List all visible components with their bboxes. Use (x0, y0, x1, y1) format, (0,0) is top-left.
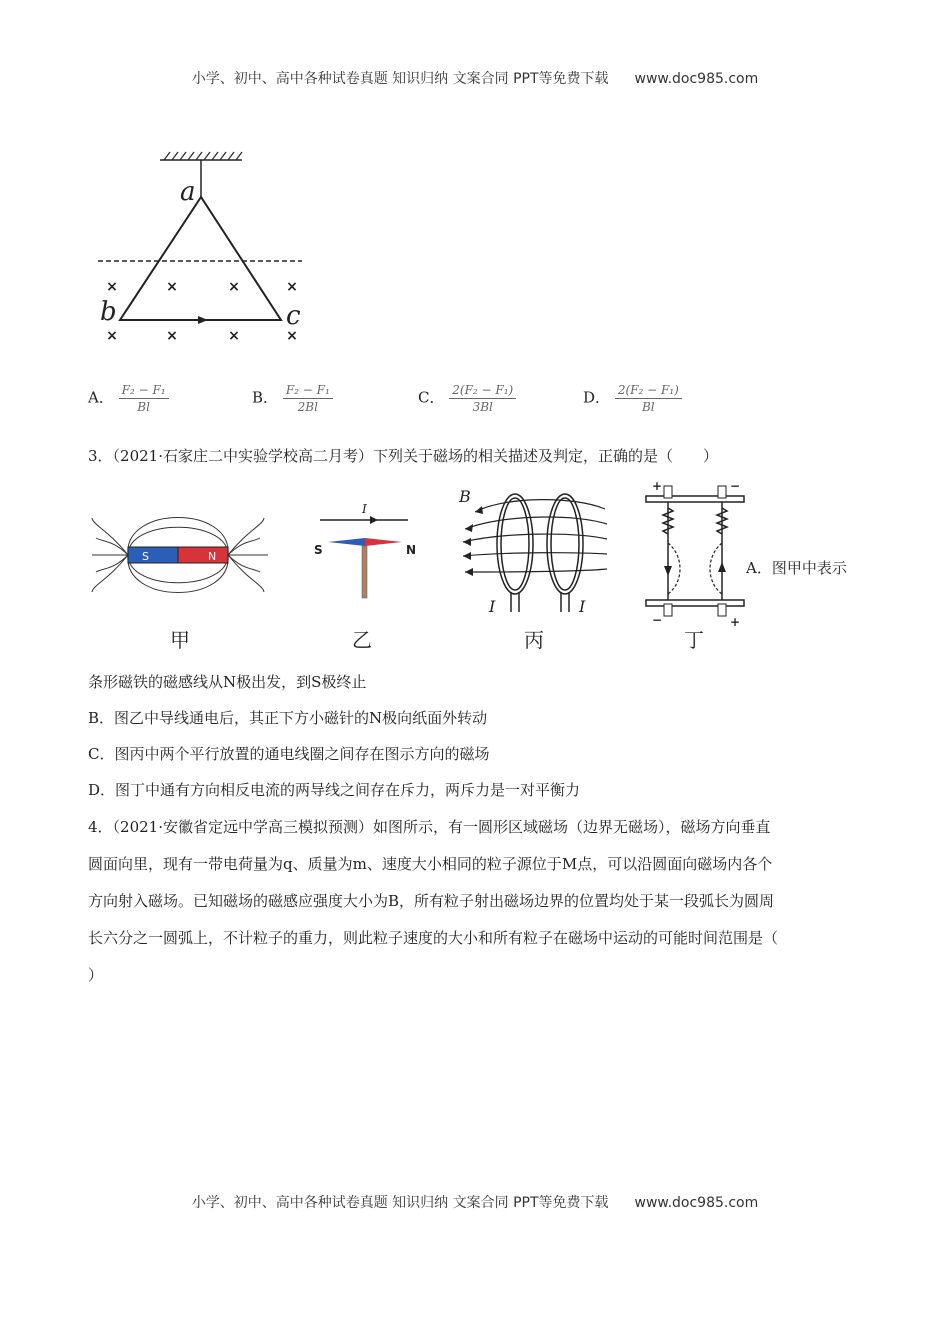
fraction: $\frac{\text{F₂ − F₁}}{2Bl}$ (283, 383, 333, 414)
svg-text:×: × (286, 328, 298, 344)
option-a[interactable]: A． $\frac{\text{F₂ − F₁}}{Bl}$ (88, 383, 169, 414)
vertex-a-label: a (180, 177, 196, 207)
q4-line-2: 圆面向里，现有一带电荷量为q、质量为m、速度大小相同的粒子源位于M点，可以沿圆面向磁场内各个 (88, 855, 773, 873)
page-header (0, 68, 950, 88)
q3-stem: 3．（2021·石家庄二中实验学校高二月考）下列关于磁场的相关描述及判定，正确的是（ ） (88, 447, 718, 465)
svg-text:×: × (228, 328, 240, 344)
q4-line-4: 长六分之一圆弧上，不计粒子的重力，则此粒子速度的大小和所有粒子在磁场中运动的可能时间范围是（ (88, 929, 779, 947)
plus-top-label: + (652, 479, 663, 493)
q3-option-b[interactable]: B．图乙中导线通电后，其正下方小磁针的N极向纸面外转动 (88, 709, 488, 727)
plus-bottom-label: + (730, 615, 741, 628)
triangle-figure (90, 148, 320, 348)
caption-bing: 丙 (524, 628, 544, 652)
footer-text: 小学、初中、高中各种试卷真题 知识归纳 文案合同 PPT等免费下载 (191, 1195, 609, 1211)
coil-current-left-label: I (489, 597, 496, 616)
footer-site[interactable]: www.doc985.com (634, 1195, 759, 1211)
fraction: $\frac{\text{2(F₂ − F₁)}}{3Bl}$ (449, 383, 516, 414)
figure-jia-bar-magnet (88, 500, 278, 610)
fraction: $\frac{\text{F₂ − F₁}}{Bl}$ (119, 383, 169, 414)
svg-text:×: × (286, 279, 298, 295)
svg-text:×: × (228, 279, 240, 295)
caption-yi: 乙 (352, 628, 372, 652)
field-b-label: B (459, 487, 471, 506)
needle-n-label: N (406, 543, 417, 557)
svg-text:×: × (106, 279, 118, 295)
q3-option-a-part1[interactable]: A．图甲中表示 (746, 559, 847, 577)
coil-current-right-label: I (579, 597, 586, 616)
magnet-n-label: N (208, 550, 217, 563)
caption-ding: 丁 (684, 628, 704, 652)
q3-option-d[interactable]: D．图丁中通有方向相反电流的两导线之间存在斥力，两斥力是一对平衡力 (88, 781, 581, 799)
q4-line-1: 4．（2021·安徽省定远中学高三模拟预测）如图所示，有一圆形区域磁场（边界无磁场），磁场方向垂直 (88, 818, 771, 836)
svg-text:×: × (166, 279, 178, 295)
figure-bing-coils (455, 484, 615, 616)
minus-top-label: − (730, 479, 741, 493)
svg-text:×: × (106, 328, 118, 344)
needle-s-label: S (314, 543, 323, 557)
q3-option-c[interactable]: C．图丙中两个平行放置的通电线圈之间存在图示方向的磁场 (88, 745, 490, 763)
fraction: $\frac{\text{2(F₂ − F₁)}}{Bl}$ (615, 383, 682, 414)
option-b[interactable]: B． $\frac{\text{F₂ − F₁}}{2Bl}$ (252, 383, 333, 414)
option-c[interactable]: C． $\frac{\text{2(F₂ − F₁)}}{3Bl}$ (418, 383, 516, 414)
magnet-s-label: S (142, 550, 149, 563)
vertex-c-label: c (286, 301, 301, 331)
minus-bottom-label: − (652, 613, 663, 627)
q4-line-3: 方向射入磁场。已知磁场的磁感应强度大小为B，所有粒子射出磁场边界的位置均处于某一段弧长为圆周 (88, 892, 775, 910)
caption-jia: 甲 (170, 628, 190, 652)
option-d[interactable]: D． $\frac{\text{2(F₂ − F₁)}}{Bl}$ (583, 383, 682, 414)
current-label: I (362, 502, 367, 516)
page-footer (0, 1192, 950, 1212)
svg-text:×: × (166, 328, 178, 344)
header-text: 小学、初中、高中各种试卷真题 知识归纳 文案合同 PPT等免费下载 (191, 71, 609, 87)
figure-yi-needle (310, 500, 420, 610)
header-site[interactable]: www.doc985.com (634, 71, 759, 87)
q3-option-a-part2[interactable]: 条形磁铁的磁感线从N极出发，到S极终止 (88, 673, 367, 691)
vertex-b-label: b (100, 297, 117, 327)
q4-line-5: ） (88, 966, 104, 984)
figure-ding-wires (640, 478, 750, 628)
